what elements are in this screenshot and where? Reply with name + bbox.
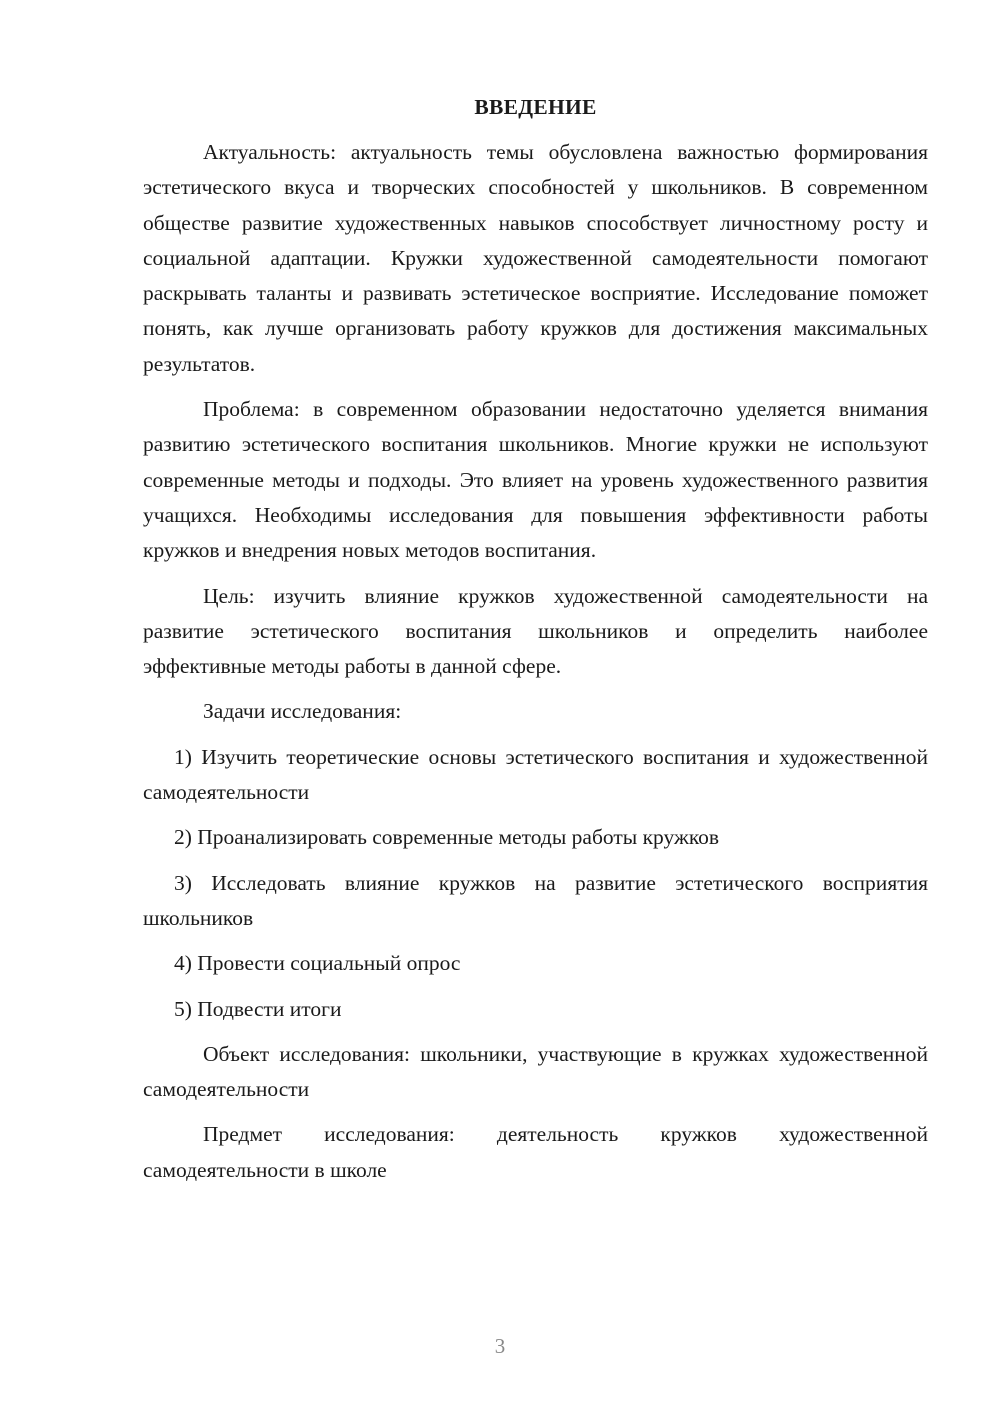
research-object-paragraph: Объект исследования: школьники, участвующие в кружках художественной самодеятельности <box>143 1041 928 1102</box>
task-item-3: 3) Исследовать влияние кружков на развитие эстетического восприятия школьников <box>143 870 928 930</box>
relevance-paragraph: Актуальность: актуальность темы обусловлена важностью формирования эстетического вкуса и творческих способностей у школьников. В современном обществе развитие художественных навыков способствует личностному росту и социальной адаптации. Кружки художественной самодеятельности помогают раскрывать таланты и развивать эстетическое восприятие. Исследование поможет понять, как лучше организовать работу кружков для достижения максимальных результатов. <box>143 140 928 376</box>
tasks-heading: Задачи исследования: <box>203 699 402 724</box>
goal-paragraph: Цель: изучить влияние кружков художественной самодеятельности на развитие эстетического воспитания школьников и определить наиболее эффективные методы работы в данной сфере. <box>143 583 928 679</box>
page-content <box>143 90 928 1198</box>
task-item-4: 4) Провести социальный опрос <box>174 951 461 976</box>
page-number: 3 <box>494 1334 506 1358</box>
task-item-5: 5) Подвести итоги <box>174 996 342 1021</box>
task-item-1: 1) Изучить теоретические основы эстетического воспитания и художественной самодеятельности <box>143 744 928 805</box>
section-title: ВВЕДЕНИЕ <box>474 95 597 119</box>
research-subject-paragraph: Предмет исследования: деятельность кружков художественной самодеятельности в школе <box>143 1122 928 1182</box>
problem-paragraph: Проблема: в современном образовании недостаточно уделяется внимания развитию эстетического воспитания школьников. Многие кружки не используют современные методы и подходы. Это влияет на уровень художественного развития учащихся. Необходимы исследования для повышения эффективности работы кружков и внедрения новых методов воспитания. <box>143 397 928 563</box>
task-item-2: 2) Проанализировать современные методы работы кружков <box>174 825 720 850</box>
